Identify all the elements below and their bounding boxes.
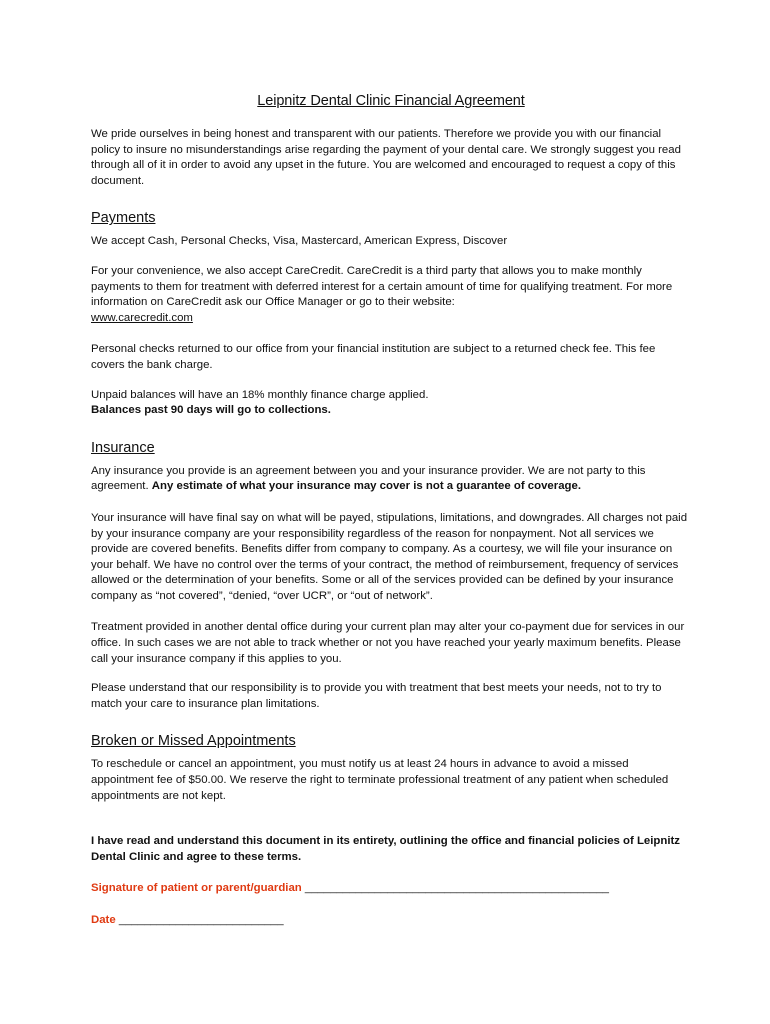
- carecredit-paragraph: [91, 264, 691, 326]
- acknowledgement-statement: I have read and understand this document in its entirety, outlining the office and financial policies of Leipnitz Dental Clinic and agree to these terms.: [91, 835, 681, 863]
- signature-label: Signature of patient or parent/guardian: [91, 882, 302, 895]
- document-title: Leipnitz Dental Clinic Financial Agreement: [257, 93, 525, 109]
- carecredit-text: For your convenience, we also accept CareCredit. CareCredit is a third party that allows you to make monthly payments to them for treatment with deferred interest for a certain amount of time for qualifying treatment. For more information on CareCredit ask our Office Manager or go to their website:: [91, 264, 673, 309]
- carecredit-link[interactable]: www.carecredit.com: [91, 311, 193, 324]
- insurance-agreement-text: Any insurance you provide is an agreement between you and your insurance provider. We are not party to this agreement.: [91, 464, 646, 493]
- insurance-agreement-paragraph: [91, 464, 691, 495]
- accepted-payments: We accept Cash, Personal Checks, Visa, Mastercard, American Express, Discover: [91, 235, 508, 248]
- appointments-heading: Broken or Missed Appointments: [91, 733, 296, 750]
- returned-checks-paragraph: Personal checks returned to our office from your financial institution are subject to a returned check fee. This fee covers the bank charge.: [91, 343, 656, 371]
- date-row: [91, 913, 691, 929]
- appointments-paragraph: To reschedule or cancel an appointment, you must notify us at least 24 hours in advance to avoid a missed appointment fee of $50.00. We reserve the right to terminate professional treatment of any patient when scheduled appointments are not kept.: [91, 758, 669, 802]
- date-label: Date: [91, 914, 116, 926]
- unpaid-balances-text: Unpaid balances will have an 18% monthly finance charge applied.: [91, 388, 429, 401]
- insurance-heading: Insurance: [91, 439, 155, 456]
- payments-heading: Payments: [91, 210, 156, 227]
- collections-notice: Balances past 90 days will go to collections.: [91, 404, 331, 417]
- coverage-disclaimer: Any estimate of what your insurance may cover is not a guarantee of coverage.: [151, 480, 581, 493]
- responsibility-paragraph: Please understand that our responsibility is to provide you with treatment that best meets your needs, not to try to match your care to insurance plan limitations.: [91, 682, 662, 710]
- other-office-paragraph: Treatment provided in another dental office during your current plan may alter your co-payment due for services in our office. In such cases we are not able to track whether or not you have reached your yearly maximum benefits. Please call your insurance company if this applies to you.: [91, 621, 685, 665]
- insurance-final-say-paragraph: Your insurance will have final say on what will be payed, stipulations, limitations, and downgrades. All charges not paid by your insurance company are your responsibility regardless of the reason for nonpayment. Not all services we provide are covered benefits. Benefits differ from company to company. As a courtesy, we will file your insurance on your behalf. We have no control over the terms of your contract, the method of reimbursement, frequency of services allowed or the determination of your benefits. Some or all of the services provided can be defined by your insurance company as “not covered”, “denied, “over UCR”, or “out of network”.: [91, 511, 688, 602]
- signature-line[interactable]: ________________________________________________: [304, 882, 609, 895]
- date-line[interactable]: __________________________: [118, 914, 284, 926]
- unpaid-balances-paragraph: [91, 388, 691, 419]
- signature-row: [91, 881, 691, 897]
- document-page: [91, 92, 691, 929]
- intro-paragraph: We pride ourselves in being honest and transparent with our patients. Therefore we provide you with our financial policy to insure no misunderstandings arise regarding the payment of your dental care. We strongly suggest you read through all of it in order to avoid any upset in the future. You are welcomed and encouraged to request a copy of this document.: [91, 128, 681, 187]
